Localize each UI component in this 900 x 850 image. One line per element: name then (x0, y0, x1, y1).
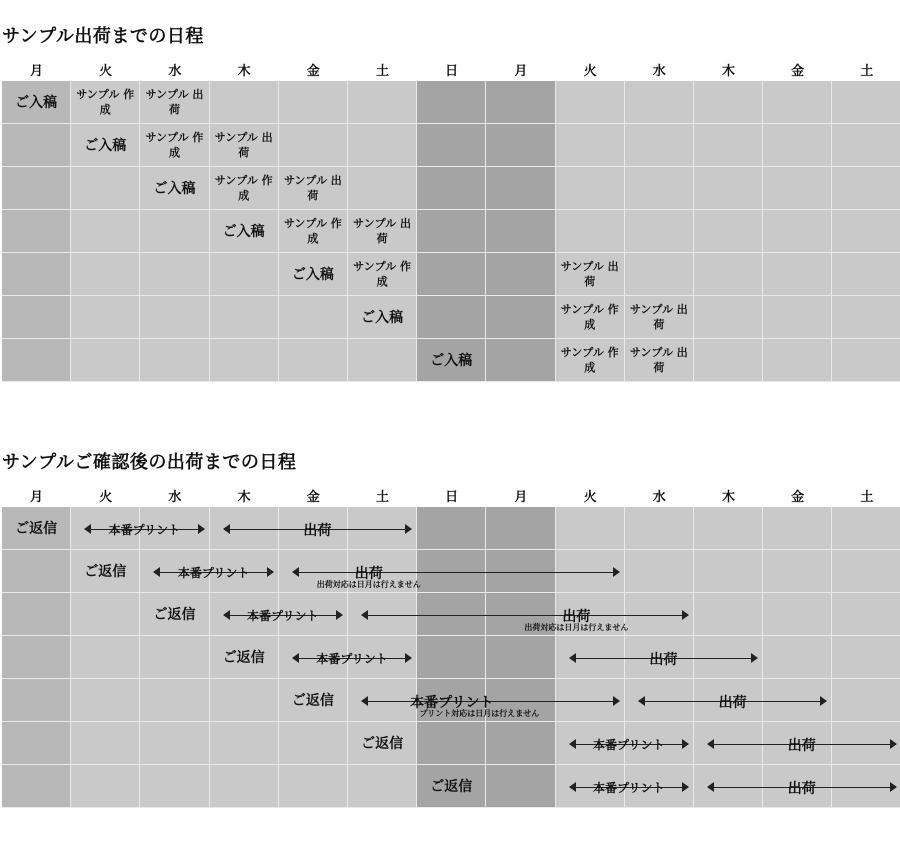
day-header-3: 木 (237, 490, 251, 505)
grid-cell (694, 253, 763, 296)
print-arrow (154, 566, 272, 578)
grid-cell (140, 593, 209, 636)
arrow-head-right (682, 610, 689, 620)
ship-arrow (362, 695, 619, 711)
submit-label: ご入稿 (361, 310, 404, 326)
grid-cell (140, 722, 209, 765)
grid-cell (279, 210, 348, 253)
grid-cell (763, 339, 832, 382)
print-arrow (293, 652, 411, 664)
arrow-head-left (223, 524, 230, 534)
arrow-head-right (613, 567, 620, 577)
grid-cell (556, 167, 625, 210)
arrow-head-left (638, 696, 645, 706)
grid-cell (486, 210, 555, 253)
grid-cell (279, 296, 348, 339)
grid-cell (71, 124, 140, 167)
ship-arrow (224, 523, 412, 539)
submit-label: ご入稿 (153, 181, 196, 197)
grid-cell (348, 81, 417, 124)
grid-cell (763, 593, 832, 636)
grid-cell (486, 339, 555, 382)
arrow-label: 出荷 (787, 738, 816, 754)
day-header-9: 水 (652, 490, 666, 505)
grid-cell (140, 124, 209, 167)
day-header-2: 水 (168, 64, 182, 79)
reply-label: ご返信 (222, 650, 265, 666)
arrow-head-left (361, 696, 368, 706)
submit-label: ご入稿 (15, 95, 58, 111)
section2-grid (2, 507, 900, 808)
arrow-label: 本番プリント (593, 781, 665, 795)
day-header-4: 金 (306, 490, 320, 505)
day-header-3: 木 (237, 64, 251, 79)
sample-step-label: サンプル 出荷 (629, 303, 688, 331)
grid-cell (486, 636, 555, 679)
arrow-line (362, 615, 688, 616)
arrow-label: 出荷 (303, 523, 332, 539)
grid-cell (417, 124, 486, 167)
grid-cell (832, 167, 900, 210)
grid-cell (210, 636, 279, 679)
arrow-head-right (613, 696, 620, 706)
day-header-7: 月 (514, 490, 528, 505)
grid-cell (2, 722, 71, 765)
grid-cell (140, 167, 209, 210)
grid-cell (556, 339, 625, 382)
grid-cell (832, 81, 900, 124)
arrow-head-right (682, 782, 689, 792)
arrow-head-right (682, 739, 689, 749)
sample-step-label: サンプル 作成 (145, 131, 204, 159)
grid-cell (556, 253, 625, 296)
grid-cell (279, 722, 348, 765)
grid-cell (486, 765, 555, 808)
grid-cell (210, 296, 279, 339)
grid-cell (279, 339, 348, 382)
grid-cell (763, 253, 832, 296)
arrow-label: 出荷 (718, 695, 747, 711)
day-header-5: 土 (375, 64, 389, 79)
grid-cell (140, 339, 209, 382)
day-header-7: 月 (514, 64, 528, 79)
grid-cell (763, 507, 832, 550)
grid-cell (417, 210, 486, 253)
section2-title: サンプルご確認後の出荷までの日程 (2, 452, 297, 473)
arrow-head-left (569, 739, 576, 749)
grid-cell (832, 593, 900, 636)
grid-cell (625, 339, 694, 382)
grid-cell (71, 339, 140, 382)
grid-cell (348, 167, 417, 210)
sample-step-label: サンプル 作成 (560, 303, 619, 331)
sample-step-label: サンプル 作成 (353, 260, 412, 288)
grid-cell (486, 722, 555, 765)
grid-cell (210, 167, 279, 210)
grid-cell (2, 507, 71, 550)
grid-cell (556, 507, 625, 550)
grid-cell (417, 507, 486, 550)
grid-cell (832, 679, 900, 722)
arrow-label: 本番プリント (410, 695, 494, 711)
grid-cell (694, 210, 763, 253)
grid-cell (348, 765, 417, 808)
arrow-label: 本番プリント (177, 566, 250, 580)
grid-cell (71, 550, 140, 593)
grid-cell (140, 636, 209, 679)
grid-cell (832, 253, 900, 296)
grid-cell (140, 81, 209, 124)
arrow-label: 本番プリント (593, 738, 665, 752)
grid-cell (2, 593, 71, 636)
grid-cell (625, 296, 694, 339)
note-label: プリント対応は日月は行えません (419, 709, 540, 718)
grid-cell (417, 339, 486, 382)
grid-cell (417, 81, 486, 124)
grid-cell (417, 765, 486, 808)
day-header-6: 日 (445, 490, 459, 505)
grid-cell (2, 339, 71, 382)
reply-label: ご返信 (153, 607, 196, 623)
grid-cell (625, 210, 694, 253)
grid-cell (279, 765, 348, 808)
arrow-head-left (223, 610, 230, 620)
arrow-head-left (569, 782, 576, 792)
grid-cell (625, 124, 694, 167)
grid-cell (210, 679, 279, 722)
arrow-label: 出荷 (787, 781, 816, 797)
grid-cell (625, 507, 694, 550)
arrow-label: 本番プリント (247, 609, 319, 623)
grid-cell (210, 722, 279, 765)
grid-cell (2, 550, 71, 593)
grid-cell (140, 679, 209, 722)
grid-cell (763, 636, 832, 679)
grid-cell (210, 765, 279, 808)
ship-arrow (639, 695, 827, 711)
arrow-label: 本番プリント (108, 523, 181, 537)
arrow-head-right (198, 524, 205, 534)
grid-cell (694, 550, 763, 593)
day-header-8: 火 (583, 490, 597, 505)
day-header-0: 月 (29, 490, 43, 505)
grid-cell (832, 296, 900, 339)
submit-label: ご入稿 (222, 224, 265, 240)
sample-step-label: サンプル 作成 (76, 88, 135, 116)
grid-cell (486, 507, 555, 550)
submit-label: ご入稿 (84, 138, 127, 154)
grid-cell (556, 124, 625, 167)
arrow-head-left (84, 524, 91, 534)
grid-cell (417, 167, 486, 210)
grid-cell (694, 339, 763, 382)
grid-cell (832, 339, 900, 382)
grid-cell (140, 296, 209, 339)
arrow-head-right (820, 696, 827, 706)
grid-cell (71, 296, 140, 339)
grid-cell (71, 679, 140, 722)
grid-cell (71, 765, 140, 808)
grid-cell (763, 81, 832, 124)
day-header-6: 日 (445, 64, 459, 79)
grid-cell (486, 253, 555, 296)
print-arrow (570, 738, 688, 750)
grid-cell (625, 81, 694, 124)
day-header-2: 水 (168, 490, 182, 505)
grid-cell (417, 636, 486, 679)
grid-cell (486, 167, 555, 210)
grid-cell (279, 679, 348, 722)
grid-cell (763, 210, 832, 253)
grid-cell (625, 167, 694, 210)
sample-step-label: サンプル 作成 (283, 217, 342, 245)
day-header-9: 水 (652, 64, 666, 79)
grid-cell (140, 210, 209, 253)
grid-cell (417, 253, 486, 296)
print-arrow (85, 523, 203, 535)
arrow-head-left (569, 653, 576, 663)
arrow-head-right (336, 610, 343, 620)
grid-cell (210, 124, 279, 167)
reply-label: ご返信 (361, 736, 404, 752)
arrow-head-right (267, 567, 274, 577)
grid-cell (2, 253, 71, 296)
note-label: 出荷対応は日月は行えません (316, 580, 421, 589)
grid-cell (279, 167, 348, 210)
grid-cell (2, 167, 71, 210)
grid-cell (71, 81, 140, 124)
grid-cell (556, 296, 625, 339)
note-label: 出荷対応は日月は行えません (524, 623, 629, 632)
grid-cell (832, 550, 900, 593)
grid-cell (348, 124, 417, 167)
grid-cell (71, 253, 140, 296)
day-header-5: 土 (375, 490, 389, 505)
grid-cell (348, 253, 417, 296)
grid-cell (417, 722, 486, 765)
grid-cell (625, 253, 694, 296)
arrow-head-left (361, 610, 368, 620)
sample-step-label: サンプル 出荷 (145, 88, 204, 116)
reply-label: ご返信 (291, 693, 334, 709)
grid-cell (2, 81, 71, 124)
grid-cell (694, 124, 763, 167)
grid-cell (71, 210, 140, 253)
arrow-head-left (153, 567, 160, 577)
grid-cell (763, 550, 832, 593)
grid-cell (694, 296, 763, 339)
grid-cell (2, 210, 71, 253)
grid-cell (140, 253, 209, 296)
day-header-11: 金 (791, 64, 805, 79)
arrow-head-right (405, 653, 412, 663)
submit-label: ご入稿 (430, 353, 473, 369)
section1-title: サンプル出荷までの日程 (2, 26, 204, 47)
grid-cell (348, 296, 417, 339)
print-arrow (224, 609, 342, 621)
sample-step-label: サンプル 作成 (560, 346, 619, 374)
sample-step-label: サンプル 出荷 (283, 174, 342, 202)
ship-arrow (708, 738, 896, 754)
grid-cell (210, 339, 279, 382)
grid-cell (2, 765, 71, 808)
ship-arrow (708, 781, 896, 797)
grid-cell (763, 124, 832, 167)
grid-cell (140, 765, 209, 808)
grid-cell (210, 210, 279, 253)
grid-cell (694, 507, 763, 550)
grid-cell (2, 679, 71, 722)
grid-cell (279, 81, 348, 124)
arrow-label: 出荷 (562, 609, 591, 625)
grid-cell (2, 124, 71, 167)
arrow-head-right (890, 739, 897, 749)
section1-grid (2, 81, 900, 382)
grid-cell (486, 124, 555, 167)
arrow-head-left (292, 567, 299, 577)
grid-cell (71, 722, 140, 765)
day-header-11: 金 (791, 490, 805, 505)
reply-label: ご返信 (430, 779, 473, 795)
submit-label: ご入稿 (291, 267, 334, 283)
grid-cell (348, 210, 417, 253)
arrow-head-left (707, 782, 714, 792)
grid-cell (763, 296, 832, 339)
arrow-head-right (405, 524, 412, 534)
grid-cell (71, 167, 140, 210)
arrow-head-right (890, 782, 897, 792)
grid-cell (763, 167, 832, 210)
arrow-head-right (751, 653, 758, 663)
grid-cell (694, 593, 763, 636)
day-header-8: 火 (583, 64, 597, 79)
grid-cell (279, 124, 348, 167)
sample-step-label: サンプル 出荷 (214, 131, 273, 159)
grid-cell (417, 296, 486, 339)
day-header-1: 火 (99, 64, 113, 79)
day-header-10: 木 (721, 64, 735, 79)
day-header-4: 金 (306, 64, 320, 79)
sample-step-label: サンプル 出荷 (560, 260, 619, 288)
grid-cell (556, 81, 625, 124)
arrow-label: 本番プリント (316, 652, 388, 666)
day-header-0: 月 (29, 64, 43, 79)
sample-step-label: サンプル 作成 (214, 174, 273, 202)
grid-cell (625, 550, 694, 593)
grid-cell (71, 593, 140, 636)
arrow-label: 出荷 (354, 566, 383, 582)
day-header-12: 土 (860, 64, 874, 79)
reply-label: ご返信 (84, 564, 127, 580)
grid-cell (694, 81, 763, 124)
sample-step-label: サンプル 出荷 (353, 217, 412, 245)
arrow-line (293, 572, 619, 573)
day-header-12: 土 (860, 490, 874, 505)
grid-cell (832, 636, 900, 679)
grid-cell (2, 636, 71, 679)
grid-cell (486, 296, 555, 339)
grid-cell (279, 253, 348, 296)
sample-step-label: サンプル 出荷 (629, 346, 688, 374)
arrow-head-left (707, 739, 714, 749)
ship-arrow (362, 609, 688, 625)
ship-arrow (293, 566, 619, 582)
arrow-head-left (292, 653, 299, 663)
grid-cell (2, 296, 71, 339)
grid-cell (556, 210, 625, 253)
grid-cell (210, 81, 279, 124)
grid-cell (832, 507, 900, 550)
grid-cell (210, 253, 279, 296)
arrow-label: 出荷 (649, 652, 678, 668)
day-header-1: 火 (99, 490, 113, 505)
grid-cell (694, 167, 763, 210)
grid-cell (348, 339, 417, 382)
grid-cell (832, 210, 900, 253)
grid-cell (832, 124, 900, 167)
print-arrow (570, 781, 688, 793)
grid-cell (486, 81, 555, 124)
reply-label: ご返信 (15, 521, 58, 537)
grid-cell (348, 722, 417, 765)
day-header-10: 木 (721, 490, 735, 505)
ship-arrow (570, 652, 758, 668)
grid-cell (71, 636, 140, 679)
